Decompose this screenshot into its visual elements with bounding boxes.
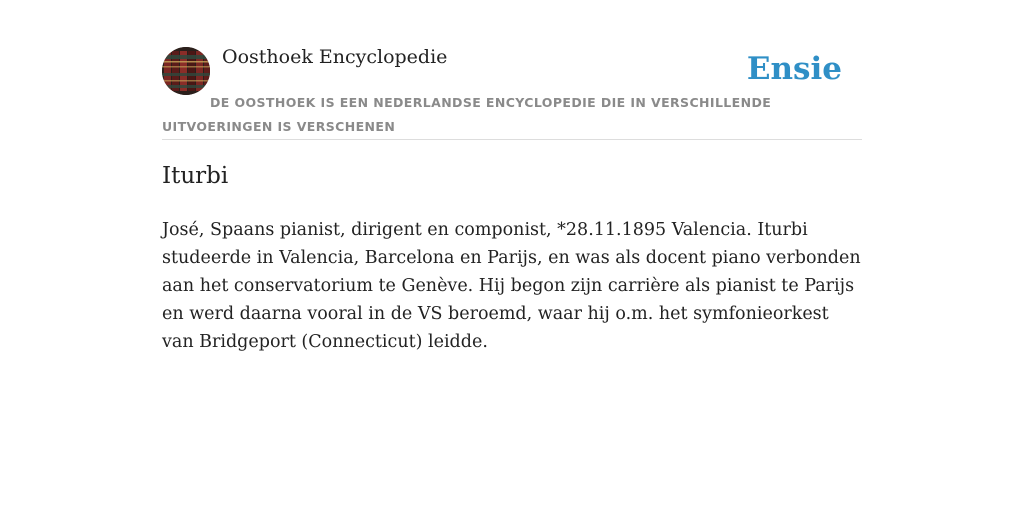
header [162, 40, 862, 140]
encyclopedia-books-icon[interactable] [162, 47, 210, 95]
site-name[interactable]: Oosthoek Encyclopedie [222, 46, 448, 68]
site-tagline: DE OOSTHOEK IS EEN NEDERLANDSE ENCYCLOPEDIE DIE IN VERSCHILLENDE UITVOERINGEN IS VERSCHENEN [162, 95, 772, 134]
article-title: Iturbi [162, 163, 229, 189]
header-divider [162, 139, 862, 140]
article-body: José, Spaans pianist, dirigent en componist, *28.11.1895 Valencia. Iturbi studeerde in Valencia, Barcelona en Parijs, en was als docent piano verbonden aan het conservatorium te Genève. Hij begon zijn carrière als pianist te Parijs en werd daarna vooral in de VS beroemd, waar hij o.m. het symfonieorkest van Bridgeport (Connecticut) leidde. [162, 220, 861, 352]
brand-logo[interactable]: Ensie [746, 51, 842, 87]
